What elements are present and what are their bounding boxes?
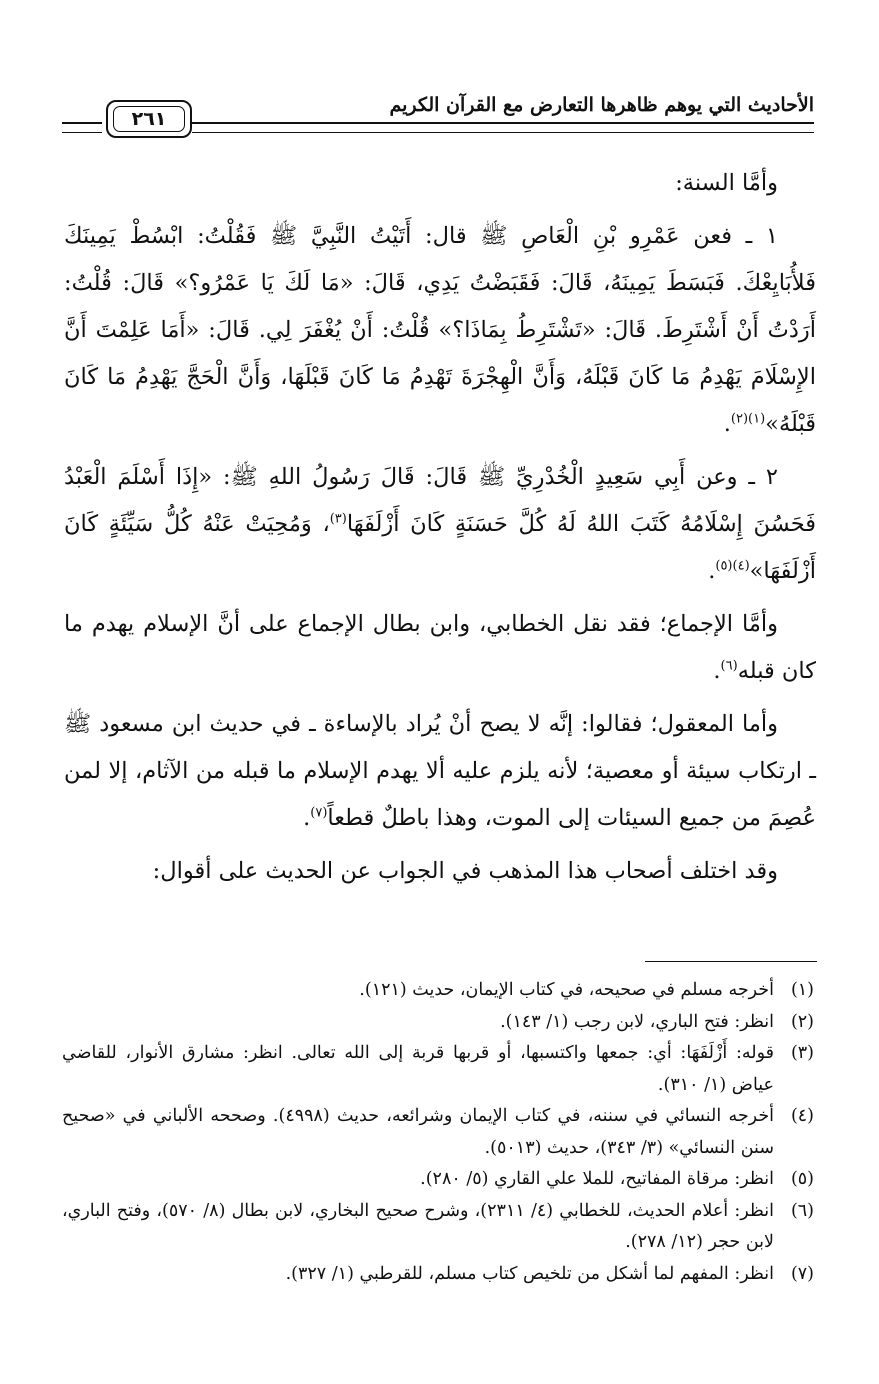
page-header xyxy=(62,84,814,144)
paragraph-sunnah-heading: وأمَّا السنة: xyxy=(675,170,778,196)
footnote-item xyxy=(62,1038,814,1101)
footnote-text: انظر: فتح الباري، لابن رجب (١/ ١٤٣). xyxy=(500,1011,774,1032)
footnote-number: (٧) xyxy=(790,1263,814,1284)
footnote-text: انظر: مرقاة المفاتيح، للملا علي القاري (٥/ ٢٨٠). xyxy=(420,1169,774,1189)
footnote-ref: (٤)(٥) xyxy=(715,558,750,574)
footnote-ref: (٣) xyxy=(329,511,347,527)
footnote-number: (٤) xyxy=(790,1106,814,1126)
footnote-item xyxy=(62,1101,814,1164)
page-number-frame xyxy=(106,100,192,138)
paragraph-ikhtilaf: وقد اختلف أصحاب هذا المذهب في الجواب عن الحديث على أقوال: xyxy=(152,858,778,884)
paragraph-hadith-1: ١ ـ فعن عَمْرِو بْنِ الْعَاصِ ﷺ قال: أَتَيْتُ النَّبِيَّ ﷺ فَقُلْتُ: ابْسُطْ يَمِينَكَ فَلأُبَايِعْكَ. فَبَسَطَ يَمِينَهُ، قَالَ: فَقَبَضْتُ يَدِي، قَالَ: «مَا لَكَ يَا عَمْرُو؟» قَالَ: قُلْتُ: أَرَدْتُ أَنْ أَشْتَرِطَ. قَالَ: «تَشْتَرِطُ بِمَاذَا؟» قُلْتُ: أَنْ يُغْفَرَ لِي. قَالَ: «أَمَا عَلِمْتَ أَنَّ الإِسْلَامَ يَهْدِمُ مَا كَانَ قَبْلَهُ، وَأَنَّ الْهِجْرَةَ تَهْدِمُ مَا كَانَ قَبْلَهَا، وَأَنَّ الْحَجَّ يَهْدِمُ مَا كَانَ قَبْلَهُ»$^{(١)(٢)}$. xyxy=(64,223,816,437)
paragraph-ijma: وأمَّا الإجماع؛ فقد نقل الخطابي، وابن بطال الإجماع على أنَّ الإسلام يهدم ما كان قبله$^{(٦)}$. xyxy=(64,611,816,684)
footnote-item xyxy=(62,975,814,1007)
footnote-number: (٦) xyxy=(790,1200,814,1221)
footnote-text: قوله: أَزْلَفَهَا: أي: جمعها واكتسبها، أو قربها قربة إلى الله تعالى. انظر: مشارق الأنوار، للقاضي عياض (١/ ٣١٠). xyxy=(62,1043,774,1095)
page-number: ٢٦١ xyxy=(113,106,185,132)
paragraph-hadith-2: ٢ ـ وعن أَبِي سَعِيدٍ الْخُدْرِيِّ ﷺ قَالَ: قَالَ رَسُولُ اللهِ ﷺ: «إِذَا أَسْلَمَ الْعَبْدُ فَحَسُنَ إِسْلَامُهُ كَتَبَ اللهُ لَهُ كُلَّ حَسَنَةٍ كَانَ أَزْلَفَهَا$^{(٣)}$، وَمُحِيَتْ عَنْهُ كُلُّ سَيِّئَةٍ كَانَ أَزْلَفَهَا»$^{(٤)(٥)}$. xyxy=(64,464,816,584)
header-rule xyxy=(192,122,814,133)
footnote-number: (٢) xyxy=(790,1011,814,1032)
footnotes xyxy=(62,975,814,1290)
maqul-text: وأما المعقول؛ فقالوا: إنَّه لا يصح أنْ يُراد بالإساءة ـ في حديث ابن مسعود ﷺ ـ ارتكاب سيئة أو معصية؛ لأنه يلزم عليه ألا يهدم الإسلام ما قبله من الآثام، إلا لمن عُصِمَ من جميع السيئات إلى الموت، وهذا باطلٌ قطعاً xyxy=(64,711,816,831)
footnote-number: (١) xyxy=(790,980,814,1000)
footnote-item xyxy=(62,1259,814,1291)
hadith-2-text-b: ، وَمُحِيَتْ عَنْهُ كُلُّ سَيِّئَةٍ كَانَ أَزْلَفَهَا» xyxy=(64,511,816,584)
footnote-text: انظر: أعلام الحديث، للخطابي (٤/ ٢٣١١)، وشرح صحيح البخاري، لابن بطال (٨/ ٥٧٠)، وفتح الباري، لابن حجر (١٢/ ٢٧٨). xyxy=(62,1200,774,1252)
footnote-item xyxy=(62,1164,814,1196)
footnote-separator xyxy=(645,961,817,962)
footnote-ref: (٧) xyxy=(310,805,328,821)
running-title: الأحاديث التي يوهم ظاهرها التعارض مع القرآن الكريم xyxy=(389,94,814,116)
footnote-number: (٣) xyxy=(790,1043,814,1063)
footnote-ref: (١)(٢) xyxy=(730,411,766,427)
footnote-item xyxy=(62,1007,814,1039)
hadith-1-text: ١ ـ فعن عَمْرِو بْنِ الْعَاصِ ﷺ قال: أَتَيْتُ النَّبِيَّ ﷺ فَقُلْتُ: ابْسُطْ يَمِينَكَ فَلأُبَايِعْكَ. فَبَسَطَ يَمِينَهُ، قَالَ: فَقَبَضْتُ يَدِي، قَالَ: «مَا لَكَ يَا عَمْرُو؟» قَالَ: قُلْتُ: أَرَدْتُ أَنْ أَشْتَرِطَ. قَالَ: «تَشْتَرِطُ بِمَاذَا؟» قُلْتُ: أَنْ يُغْفَرَ لِي. قَالَ: «أَمَا عَلِمْتَ أَنَّ الإِسْلَامَ يَهْدِمُ مَا كَانَ قَبْلَهُ، وَأَنَّ الْهِجْرَةَ تَهْدِمُ مَا كَانَ قَبْلَهَا، وَأَنَّ الْحَجَّ يَهْدِمُ مَا كَانَ قَبْلَهُ» xyxy=(64,223,816,437)
footnote-item xyxy=(62,1196,814,1259)
footnote-text: أخرجه النسائي في سننه، في كتاب الإيمان وشرائعه، حديث (٤٩٩٨). وصححه الألباني في «صحيح سنن النسائي» (٣/ ٣٤٣)، حديث (٥٠١٣). xyxy=(62,1106,775,1158)
footnote-text: انظر: المفهم لما أشكل من تلخيص كتاب مسلم، للقرطبي (١/ ٣٢٧). xyxy=(285,1263,774,1284)
ijma-text: وأمَّا الإجماع؛ فقد نقل الخطابي، وابن بطال الإجماع على أنَّ الإسلام يهدم ما كان قبله xyxy=(64,611,816,684)
footnote-ref: (٦) xyxy=(720,658,738,674)
hadith-2-text: ٢ ـ وعن أَبِي سَعِيدٍ الْخُدْرِيِّ ﷺ قَالَ: قَالَ رَسُولُ اللهِ ﷺ: «إِذَا أَسْلَمَ الْعَبْدُ فَحَسُنَ إِسْلَامُهُ كَتَبَ اللهُ لَهُ كُلَّ حَسَنَةٍ كَانَ أَزْلَفَهَا xyxy=(64,464,816,537)
paragraph-maqul: وأما المعقول؛ فقالوا: إنَّه لا يصح أنْ يُراد بالإساءة ـ في حديث ابن مسعود ﷺ ـ ارتكاب سيئة أو معصية؛ لأنه يلزم عليه ألا يهدم الإسلام ما قبله من الآثام، إلا لمن عُصِمَ من جميع السيئات إلى الموت، وهذا باطلٌ قطعاً$^{(٧)}$. xyxy=(64,711,816,831)
main-text xyxy=(64,160,816,901)
footnote-number: (٥) xyxy=(790,1169,814,1189)
footnote-text: أخرجه مسلم في صحيحه، في كتاب الإيمان، حديث (١٢١). xyxy=(359,980,774,1000)
header-rule-left xyxy=(62,122,102,133)
